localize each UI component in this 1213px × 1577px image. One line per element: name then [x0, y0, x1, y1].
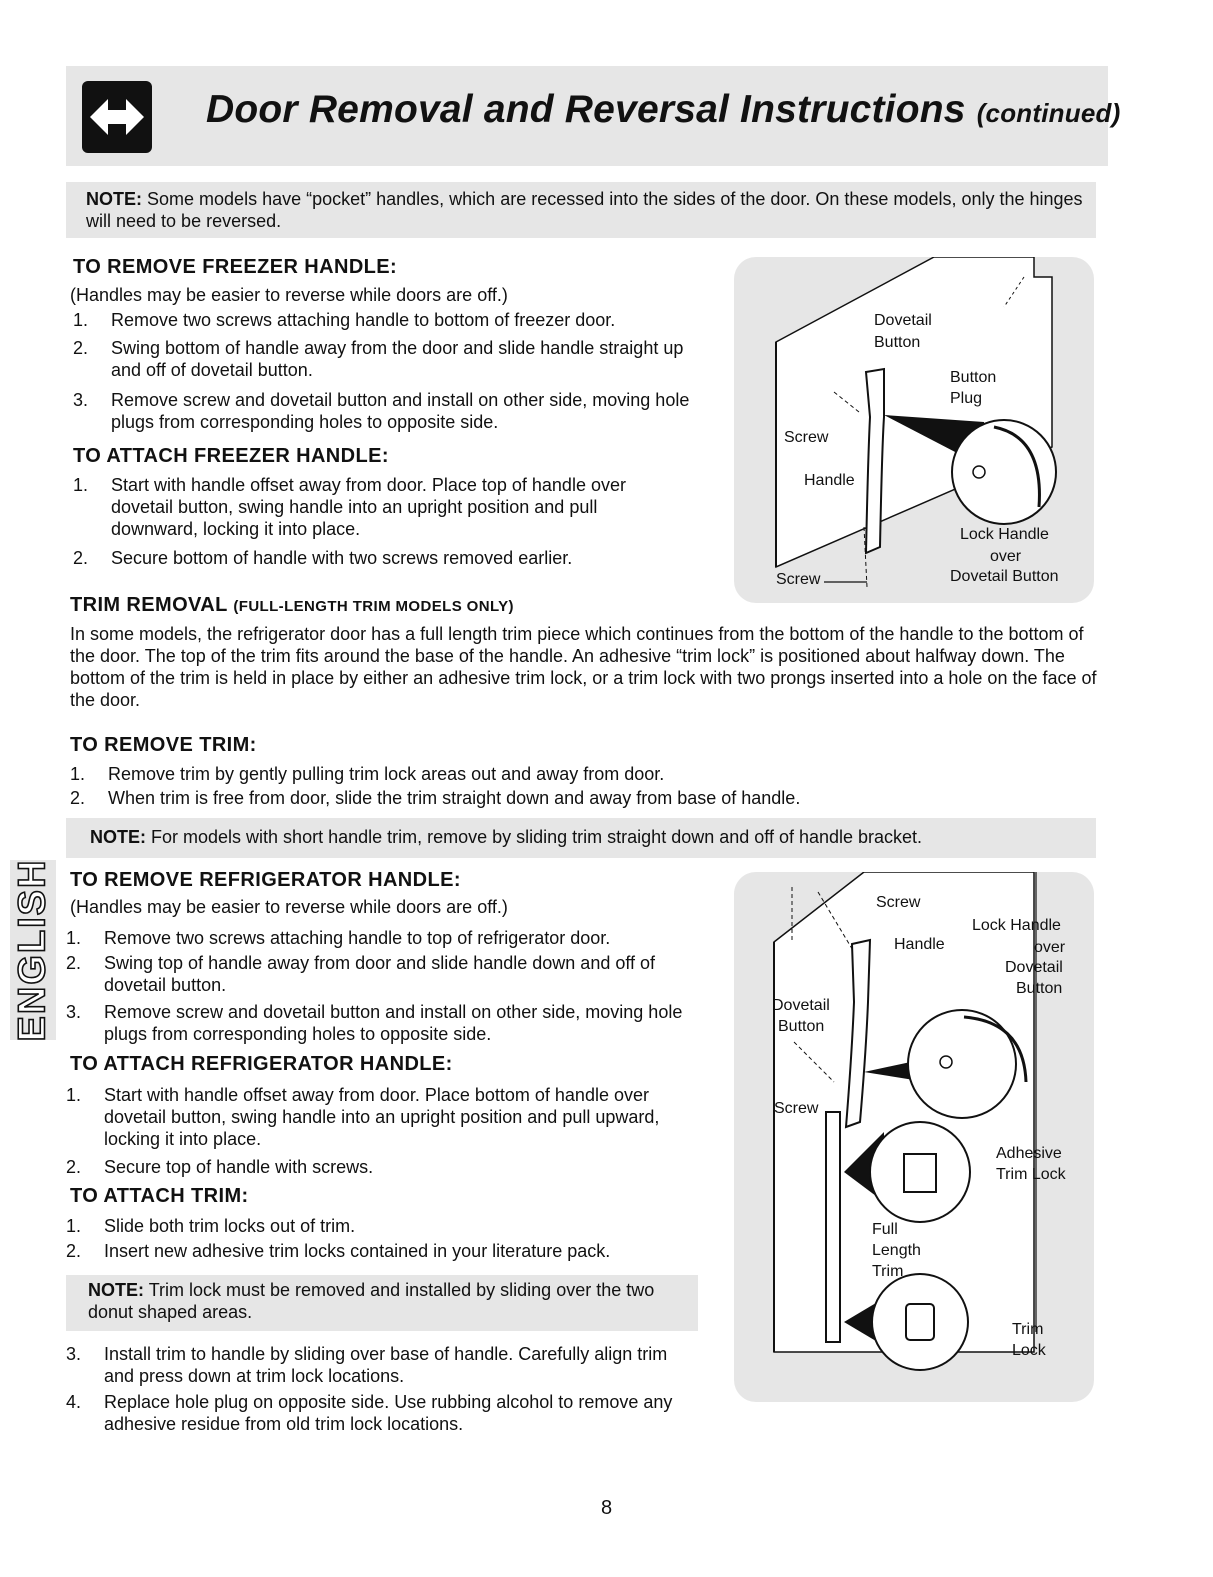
label-button: Button [1016, 980, 1063, 997]
heading-remove-freezer-handle: TO REMOVE FREEZER HANDLE: [73, 256, 398, 278]
note-text: For models with short handle trim, remove by sliding trim straight down and off of handle bracket. [151, 827, 923, 847]
label-trim: Trim [872, 1263, 904, 1280]
label-dovetail: Dovetail [874, 312, 932, 329]
heading-remove-trim: TO REMOVE TRIM: [70, 734, 257, 756]
intro-text: (Handles may be easier to reverse while doors are off.) [70, 897, 508, 917]
label-lock-handle: Lock Handle [960, 526, 1049, 543]
note-pocket-handles [66, 182, 1096, 238]
note-label: NOTE: [88, 1280, 144, 1300]
heading-attach-refrigerator-handle: TO ATTACH REFRIGERATOR HANDLE: [70, 1053, 453, 1075]
note-label: NOTE: [90, 827, 146, 847]
heading-remove-refrigerator-handle: TO REMOVE REFRIGERATOR HANDLE: [70, 869, 461, 891]
note-text: Some models have “pocket” handles, which are recessed into the sides of the door. On these models, only the hinges will need to be reversed. [86, 189, 1083, 231]
note-short-handle-trim [66, 818, 1096, 858]
page-number: 8 [600, 1497, 613, 1519]
label-trim-bottom: Trim [1012, 1321, 1044, 1338]
label-dovetail: Dovetail [1005, 959, 1063, 976]
label-over: over [1034, 939, 1066, 956]
label-screw-top: Screw [784, 429, 829, 446]
heading-attach-freezer-handle: TO ATTACH FREEZER HANDLE: [73, 445, 389, 467]
heading-attach-trim: TO ATTACH TRIM: [70, 1185, 249, 1207]
label-length: Length [872, 1242, 921, 1259]
note-label: NOTE: [86, 189, 142, 209]
label-screw-bottom: Screw [776, 571, 821, 588]
note-trim-lock [66, 1275, 698, 1331]
freezer-handle-diagram [734, 257, 1094, 603]
label-lock-handle: Lock Handle [972, 917, 1061, 934]
label-handle: Handle [804, 472, 855, 489]
label-plug: Plug [950, 390, 983, 407]
label-screw-mid: Screw [774, 1100, 819, 1117]
label-adhesive: Adhesive [996, 1145, 1062, 1162]
label-dovetail-button: Dovetail Button [950, 568, 1059, 585]
label-over: over [990, 548, 1022, 565]
double-arrow-icon [82, 81, 152, 153]
label-trim-lock: Trim Lock [996, 1166, 1066, 1183]
label-handle: Handle [894, 936, 945, 953]
label-screw-top: Screw [876, 894, 921, 911]
label-dovetail-left: Dovetail [772, 997, 830, 1014]
label-lock-bottom: Lock [1012, 1342, 1046, 1359]
trim-removal-text: In some models, the refrigerator door has a full length trim piece which continues from the bottom of the handle to the bottom of the door. The top of the trim fits around the base of the handle. An adhesive “trim lock” is positioned about halfway down. The bottom of the trim is held in place by either an adhesive trim lock, or a trim lock with two prongs inserted into a hole on the face of the door. [70, 624, 1097, 710]
intro-text: (Handles may be easier to reverse while doors are off.) [70, 285, 508, 305]
page-header [66, 66, 1121, 166]
refrigerator-handle-illustration [734, 872, 1094, 1402]
label-button-left: Button [778, 1018, 825, 1035]
label-button: Button [874, 334, 921, 351]
page-title: Door Removal and Reversal Instructions (continued) [206, 88, 1121, 131]
note-text: Trim lock must be removed and installed by sliding over the two donut shaped areas. [88, 1280, 655, 1322]
heading-suffix: (FULL-LENGTH TRIM MODELS ONLY) [233, 598, 514, 615]
label-full: Full [872, 1221, 898, 1238]
label-button-plug: Button [950, 369, 997, 386]
refrigerator-handle-diagram [734, 872, 1094, 1402]
freezer-handle-illustration [734, 257, 1094, 603]
language-tab: ENGLISH [10, 860, 56, 1040]
title-suffix: (continued) [976, 98, 1121, 128]
heading-trim-removal: TRIM REMOVAL (FULL-LENGTH TRIM MODELS ONLY) [70, 594, 514, 616]
